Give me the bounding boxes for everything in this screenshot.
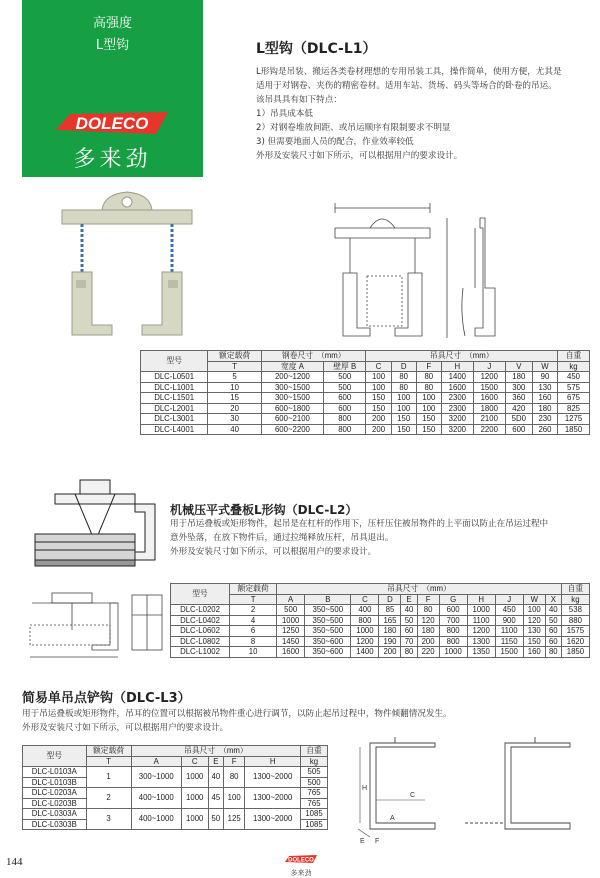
value-cell: 80 bbox=[391, 372, 416, 383]
dim-label-f: F bbox=[375, 838, 380, 845]
value-cell: 100 bbox=[523, 605, 545, 616]
value-cell: 80 bbox=[416, 372, 441, 383]
value-cell: 1300~2000 bbox=[245, 788, 301, 809]
value-cell: 80 bbox=[417, 605, 439, 616]
table-row bbox=[23, 788, 328, 799]
subheader-cell: C bbox=[351, 594, 379, 605]
value-cell: 400~1000 bbox=[131, 788, 181, 809]
value-cell: 150 bbox=[416, 424, 441, 435]
table-row bbox=[141, 393, 590, 404]
col-load: 额定载荷 bbox=[86, 746, 131, 757]
s1-line: 外形及安装尺寸如下所示，可以根据用户的要求设计。 bbox=[256, 151, 463, 161]
model-cell: DLC-L0402 bbox=[171, 615, 230, 626]
value-cell: 200~1200 bbox=[261, 372, 323, 383]
value-cell: 160 bbox=[532, 393, 557, 404]
value-cell: 1450 bbox=[277, 636, 305, 647]
model-cell: DLC-L4001 bbox=[141, 424, 208, 435]
model-cell: DLC-L3001 bbox=[141, 414, 208, 425]
logo-chinese: 多来劲 bbox=[73, 147, 152, 172]
model-cell: DLC-L2001 bbox=[141, 403, 208, 414]
subheader-cell: 壁厚 B bbox=[323, 361, 366, 372]
col-model: 型号 bbox=[171, 584, 230, 605]
value-cell: 1200 bbox=[351, 636, 379, 647]
value-cell: 180 bbox=[505, 372, 532, 383]
value-cell: 40 bbox=[208, 424, 262, 435]
value-cell: 5 bbox=[208, 372, 262, 383]
value-cell: 180 bbox=[379, 626, 401, 637]
value-cell: 600~2200 bbox=[261, 424, 323, 435]
value-cell: 165 bbox=[379, 615, 401, 626]
table-row bbox=[141, 403, 590, 414]
table-row bbox=[171, 626, 590, 637]
model-cell: DLC-L0303B bbox=[23, 819, 87, 830]
dim-label-a: A bbox=[390, 815, 395, 822]
value-cell: 40 bbox=[401, 605, 417, 616]
table-subheader-row bbox=[141, 361, 590, 372]
value-cell: 1250 bbox=[277, 626, 305, 637]
value-cell: 200 bbox=[366, 414, 391, 425]
value-cell: 1575 bbox=[561, 626, 589, 637]
subheader-cell: T bbox=[230, 594, 277, 605]
value-cell: 1600 bbox=[473, 393, 505, 404]
value-cell: 600 bbox=[439, 605, 467, 616]
s1-line: L形钩是吊装、搬运各类卷材理想的专用吊装工具，操作简单，使用方便，尤其是 bbox=[256, 67, 562, 77]
value-cell: 1300~2000 bbox=[245, 767, 301, 788]
value-cell: 825 bbox=[558, 403, 590, 414]
brand-line-1: 高强度 bbox=[92, 16, 132, 31]
table-header-row bbox=[171, 584, 590, 595]
subheader-cell: D bbox=[379, 594, 401, 605]
value-cell: 1000 bbox=[467, 605, 495, 616]
value-cell: 1600 bbox=[277, 647, 305, 658]
subheader-cell: kg bbox=[558, 361, 590, 372]
value-cell: 100 bbox=[366, 382, 391, 393]
value-cell: 420 bbox=[505, 403, 532, 414]
s2-line: 用于吊运叠板或矩形物件，起吊是在杠杆的作用下，压杆压住被吊物件的上平面以防止在吊运过程中 bbox=[170, 519, 549, 529]
table-row bbox=[171, 636, 590, 647]
footer-logo-text: DOLECO bbox=[288, 857, 314, 864]
footer-logo-mark bbox=[285, 854, 317, 864]
value-cell: 180 bbox=[532, 403, 557, 414]
value-cell: 2300 bbox=[441, 403, 473, 414]
dim-label-e: E bbox=[360, 838, 365, 845]
table-row bbox=[23, 767, 328, 778]
table-row bbox=[141, 382, 590, 393]
value-cell: 190 bbox=[379, 636, 401, 647]
value-cell: 1275 bbox=[558, 414, 590, 425]
value-cell: 300 bbox=[505, 382, 532, 393]
value-cell: 350~500 bbox=[305, 605, 351, 616]
table-row bbox=[141, 372, 590, 383]
value-cell: 3200 bbox=[441, 424, 473, 435]
subheader-cell: A bbox=[131, 756, 181, 767]
subheader-cell: F bbox=[416, 361, 441, 372]
value-cell: 150 bbox=[523, 636, 545, 647]
value-cell: 350~500 bbox=[305, 615, 351, 626]
value-cell: 6 bbox=[230, 626, 277, 637]
l2-spec-table bbox=[170, 583, 590, 658]
subheader-cell: 宽度 A bbox=[261, 361, 323, 372]
value-cell: 350~600 bbox=[305, 636, 351, 647]
dim-label-c: C bbox=[410, 792, 416, 799]
subheader-cell: F bbox=[417, 594, 439, 605]
subheader-cell: D bbox=[391, 361, 416, 372]
table-row bbox=[141, 424, 590, 435]
value-cell: 130 bbox=[532, 382, 557, 393]
value-cell: 180 bbox=[417, 626, 439, 637]
value-cell: 1000 bbox=[181, 788, 208, 809]
dim-label-h: H bbox=[362, 785, 368, 792]
value-cell: 100 bbox=[391, 393, 416, 404]
value-cell: 80 bbox=[416, 382, 441, 393]
section-3-title: 简易单吊点铲钩（DLC-L3） bbox=[22, 691, 191, 706]
value-cell: 1200 bbox=[473, 372, 505, 383]
value-cell: 100 bbox=[416, 393, 441, 404]
page-number: 144 bbox=[6, 856, 23, 868]
col-weight: 自重 bbox=[558, 351, 590, 362]
l1-hook-photo bbox=[52, 190, 202, 350]
value-cell: 3200 bbox=[441, 414, 473, 425]
col-load: 额定载荷 bbox=[230, 584, 277, 595]
subheader-cell: J bbox=[473, 361, 505, 372]
value-cell: 675 bbox=[558, 393, 590, 404]
value-cell: 50 bbox=[208, 809, 223, 830]
value-cell: 1150 bbox=[495, 636, 523, 647]
value-cell: 1300 bbox=[467, 636, 495, 647]
subheader-cell: T bbox=[208, 361, 262, 372]
model-cell: DLC-L0203A bbox=[23, 788, 87, 799]
value-cell: 500 bbox=[277, 605, 305, 616]
value-cell: 40 bbox=[545, 605, 561, 616]
col-spreader-size: 吊具尺寸 （mm） bbox=[277, 584, 562, 595]
value-cell: 80 bbox=[391, 382, 416, 393]
subheader-cell: G bbox=[439, 594, 467, 605]
value-cell: 360 bbox=[505, 393, 532, 404]
value-cell: 600 bbox=[323, 403, 366, 414]
value-cell: 150 bbox=[416, 414, 441, 425]
value-cell: 1850 bbox=[561, 647, 589, 658]
s2-line: 外形及安装尺寸如下所示，可以根据用户的要求设计。 bbox=[170, 547, 377, 557]
value-cell: 200 bbox=[366, 424, 391, 435]
value-cell: 150 bbox=[366, 403, 391, 414]
subheader-cell: F bbox=[224, 756, 245, 767]
weight-cell: 500 bbox=[301, 777, 328, 788]
value-cell: 1500 bbox=[495, 647, 523, 658]
weight-cell: 1085 bbox=[301, 819, 328, 830]
subheader-cell: H bbox=[467, 594, 495, 605]
section-2-title: 机械压平式叠板L形钩（DLC-L2） bbox=[170, 503, 358, 517]
col-spreader-size: 吊具尺寸 （mm） bbox=[131, 746, 300, 757]
weight-cell: 505 bbox=[301, 767, 328, 778]
value-cell: 600 bbox=[505, 424, 532, 435]
table-header-row bbox=[23, 746, 328, 757]
value-cell: 800 bbox=[351, 615, 379, 626]
value-cell: 160 bbox=[523, 647, 545, 658]
brand-panel bbox=[22, 0, 203, 177]
l2-technical-drawing bbox=[22, 585, 170, 665]
value-cell: 1000 bbox=[439, 647, 467, 658]
model-cell: DLC-L0303A bbox=[23, 809, 87, 820]
weight-cell: 765 bbox=[301, 788, 328, 799]
value-cell: 15 bbox=[208, 393, 262, 404]
value-cell: 120 bbox=[523, 615, 545, 626]
table-subheader-row bbox=[171, 594, 590, 605]
subheader-cell: kg bbox=[561, 594, 589, 605]
value-cell: 1000 bbox=[351, 626, 379, 637]
model-cell: DLC-L0203B bbox=[23, 798, 87, 809]
load-cell: 3 bbox=[86, 809, 131, 830]
col-weight: 自重 bbox=[301, 746, 328, 757]
subheader-cell: V bbox=[505, 361, 532, 372]
subheader-cell: W bbox=[532, 361, 557, 372]
value-cell: 60 bbox=[545, 626, 561, 637]
subheader-cell: H bbox=[441, 361, 473, 372]
value-cell: 2100 bbox=[473, 414, 505, 425]
value-cell: 1800 bbox=[473, 403, 505, 414]
section-1-description bbox=[256, 65, 586, 163]
value-cell: 60 bbox=[545, 636, 561, 647]
value-cell: 5D0 bbox=[505, 414, 532, 425]
value-cell: 1500 bbox=[473, 382, 505, 393]
value-cell: 10 bbox=[208, 382, 262, 393]
subheader-cell: J bbox=[495, 594, 523, 605]
subheader-cell: A bbox=[277, 594, 305, 605]
value-cell: 10 bbox=[230, 647, 277, 658]
value-cell: 300~1500 bbox=[261, 382, 323, 393]
l2-table-body bbox=[171, 605, 590, 658]
value-cell: 70 bbox=[401, 636, 417, 647]
s3-line: 外形及安装尺寸如下所示，可以根据用户的要求设计。 bbox=[22, 723, 229, 733]
value-cell: 200 bbox=[379, 647, 401, 658]
col-model: 型号 bbox=[23, 746, 87, 767]
value-cell: 200 bbox=[417, 636, 439, 647]
subheader-cell: E bbox=[208, 756, 223, 767]
value-cell: 50 bbox=[401, 615, 417, 626]
value-cell: 600~1800 bbox=[261, 403, 323, 414]
weight-cell: 765 bbox=[301, 798, 328, 809]
l3-technical-drawing bbox=[350, 735, 590, 845]
col-load: 额定载荷 bbox=[208, 351, 262, 362]
value-cell: 300~1000 bbox=[131, 767, 181, 788]
value-cell: 900 bbox=[495, 615, 523, 626]
model-cell: DLC-L0103A bbox=[23, 767, 87, 778]
value-cell: 2300 bbox=[441, 393, 473, 404]
subheader-cell: H bbox=[245, 756, 301, 767]
value-cell: 800 bbox=[323, 414, 366, 425]
value-cell: 350~500 bbox=[305, 626, 351, 637]
s1-line: 3) 但需要地面人员的配合，作业效率较低 bbox=[256, 137, 414, 147]
value-cell: 125 bbox=[224, 809, 245, 830]
value-cell: 100 bbox=[224, 788, 245, 809]
model-cell: DLC-L1002 bbox=[171, 647, 230, 658]
s3-line: 用于吊运叠板或矩形物件，吊耳的位置可以根据被吊物件重心进行调节，以防止起吊过程中，物件倾翻情况发生。 bbox=[22, 709, 452, 719]
value-cell: 1400 bbox=[441, 372, 473, 383]
value-cell: 400 bbox=[351, 605, 379, 616]
model-cell: DLC-L0202 bbox=[171, 605, 230, 616]
value-cell: 80 bbox=[545, 647, 561, 658]
table-header-row bbox=[141, 351, 590, 362]
value-cell: 100 bbox=[366, 372, 391, 383]
value-cell: 300~1500 bbox=[261, 393, 323, 404]
value-cell: 575 bbox=[558, 382, 590, 393]
value-cell: 350~600 bbox=[305, 647, 351, 658]
value-cell: 1000 bbox=[181, 767, 208, 788]
s1-line: 该吊具具有如下特点： bbox=[256, 95, 342, 105]
subheader-cell: B bbox=[305, 594, 351, 605]
value-cell: 45 bbox=[208, 788, 223, 809]
value-cell: 1620 bbox=[561, 636, 589, 647]
load-cell: 2 bbox=[86, 788, 131, 809]
value-cell: 1350 bbox=[467, 647, 495, 658]
col-weight: 自重 bbox=[561, 584, 589, 595]
value-cell: 80 bbox=[401, 647, 417, 658]
col-spreader-size: 吊具尺寸 （mm） bbox=[366, 351, 558, 362]
subheader-cell: W bbox=[523, 594, 545, 605]
value-cell: 1000 bbox=[277, 615, 305, 626]
value-cell: 880 bbox=[561, 615, 589, 626]
value-cell: 90 bbox=[532, 372, 557, 383]
logo-text: DOLECO bbox=[75, 114, 149, 133]
table-row bbox=[171, 615, 590, 626]
s1-line: 适用于对钢卷、夹伤的精密卷材。适用车站、货场、码头等场合的卧卷的吊运。 bbox=[256, 81, 557, 91]
value-cell: 130 bbox=[523, 626, 545, 637]
model-cell: DLC-L1501 bbox=[141, 393, 208, 404]
value-cell: 150 bbox=[391, 424, 416, 435]
value-cell: 2200 bbox=[473, 424, 505, 435]
value-cell: 600~2100 bbox=[261, 414, 323, 425]
footer-logo bbox=[285, 849, 317, 878]
table-row bbox=[171, 605, 590, 616]
value-cell: 150 bbox=[391, 414, 416, 425]
value-cell: 230 bbox=[532, 414, 557, 425]
section-3-description bbox=[22, 707, 582, 735]
value-cell: 800 bbox=[439, 636, 467, 647]
value-cell: 450 bbox=[495, 605, 523, 616]
value-cell: 1850 bbox=[558, 424, 590, 435]
value-cell: 50 bbox=[545, 615, 561, 626]
value-cell: 1100 bbox=[495, 626, 523, 637]
value-cell: 80 bbox=[224, 767, 245, 788]
l2-hook-photo bbox=[35, 472, 160, 572]
col-coil-size: 钢卷尺寸 （mm） bbox=[261, 351, 366, 362]
l3-spec-table bbox=[22, 745, 328, 830]
subheader-cell: C bbox=[366, 361, 391, 372]
model-cell: DLC-L0602 bbox=[171, 626, 230, 637]
value-cell: 100 bbox=[416, 403, 441, 414]
value-cell: 1200 bbox=[467, 626, 495, 637]
l1-table-body bbox=[141, 372, 590, 435]
value-cell: 600 bbox=[323, 393, 366, 404]
load-cell: 1 bbox=[86, 767, 131, 788]
model-cell: DLC-L1001 bbox=[141, 382, 208, 393]
value-cell: 4 bbox=[230, 615, 277, 626]
model-cell: DLC-L0103B bbox=[23, 777, 87, 788]
weight-cell: 1085 bbox=[301, 809, 328, 820]
value-cell: 700 bbox=[439, 615, 467, 626]
value-cell: 1100 bbox=[467, 615, 495, 626]
value-cell: 1000 bbox=[181, 809, 208, 830]
value-cell: 85 bbox=[379, 605, 401, 616]
value-cell: 100 bbox=[391, 403, 416, 414]
value-cell: 120 bbox=[417, 615, 439, 626]
value-cell: 800 bbox=[323, 424, 366, 435]
subheader-cell: C bbox=[181, 756, 208, 767]
value-cell: 500 bbox=[323, 372, 366, 383]
brand-line-2: L型钩 bbox=[95, 38, 130, 53]
s1-line: 1）吊具成本低 bbox=[256, 109, 314, 119]
value-cell: 220 bbox=[417, 647, 439, 658]
value-cell: 400~1000 bbox=[131, 809, 181, 830]
value-cell: 260 bbox=[532, 424, 557, 435]
subheader-cell: kg bbox=[301, 756, 328, 767]
value-cell: 20 bbox=[208, 403, 262, 414]
value-cell: 1300~2000 bbox=[245, 809, 301, 830]
table-row bbox=[141, 414, 590, 425]
value-cell: 1400 bbox=[351, 647, 379, 658]
value-cell: 2 bbox=[230, 605, 277, 616]
value-cell: 8 bbox=[230, 636, 277, 647]
footer-logo-cn: 多来劲 bbox=[290, 869, 312, 877]
subheader-cell: T bbox=[86, 756, 131, 767]
model-cell: DLC-L0501 bbox=[141, 372, 208, 383]
value-cell: 1600 bbox=[441, 382, 473, 393]
value-cell: 40 bbox=[208, 767, 223, 788]
value-cell: 500 bbox=[323, 382, 366, 393]
value-cell: 538 bbox=[561, 605, 589, 616]
model-cell: DLC-L0802 bbox=[171, 636, 230, 647]
s1-line: 2）对钢卷堆放间距、或吊运顺序有限制要求不明显 bbox=[256, 123, 451, 133]
section-2-description bbox=[170, 517, 595, 559]
l1-spec-table bbox=[140, 350, 590, 435]
table-row bbox=[171, 647, 590, 658]
col-model: 型号 bbox=[141, 351, 208, 372]
doleco-logo bbox=[56, 108, 168, 138]
value-cell: 800 bbox=[439, 626, 467, 637]
value-cell: 30 bbox=[208, 414, 262, 425]
value-cell: 60 bbox=[401, 626, 417, 637]
table-row bbox=[23, 809, 328, 820]
section-1-title: L型钩（DLC-L1） bbox=[256, 41, 377, 57]
subheader-cell: E bbox=[401, 594, 417, 605]
s2-line: 意外坠落，在放下物件后，通过拉绳释放压杆，吊具退出。 bbox=[170, 533, 394, 543]
subheader-cell: X bbox=[545, 594, 561, 605]
value-cell: 450 bbox=[558, 372, 590, 383]
value-cell: 150 bbox=[366, 393, 391, 404]
l1-technical-drawing bbox=[315, 188, 500, 348]
